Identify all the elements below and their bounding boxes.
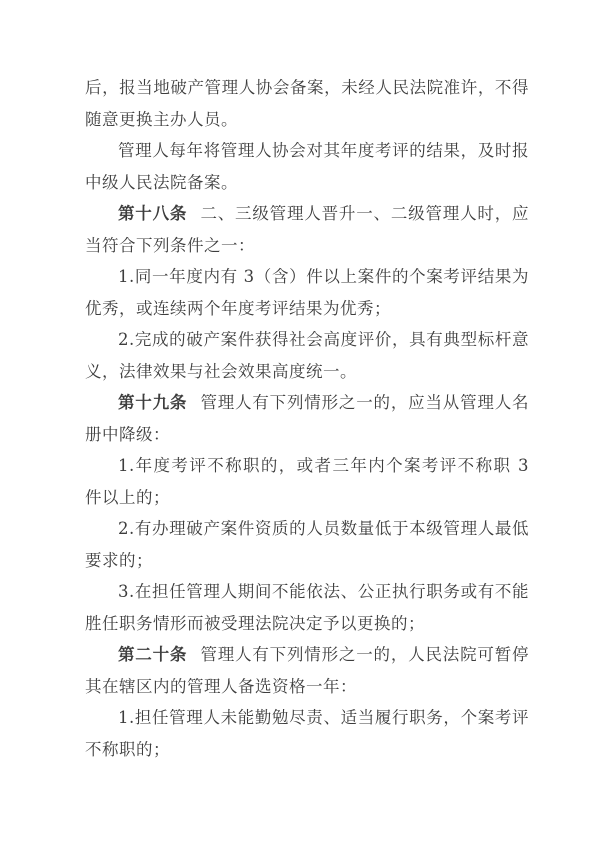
- document-body: [85, 72, 529, 765]
- clause-19-2: 2.有办理破产案件资质的人员数量低于本级管理人最低要求的；: [85, 519, 529, 570]
- clause-18-1: 1.同一年度内有 3（含）件以上案件的个案考评结果为优秀，或连续两个年度考评结果为优秀；: [85, 267, 529, 318]
- article-19-text: 管理人有下列情形之一的，应当从管理人名册中降级：: [85, 393, 530, 444]
- article-18-text: 二、三级管理人晋升一、二级管理人时，应当符合下列条件之一：: [85, 204, 530, 255]
- article-20-paragraph: [85, 639, 529, 702]
- article-20-text: 管理人有下列情形之一的，人民法院可暂停其在辖区内的管理人备选资格一年：: [85, 645, 530, 696]
- article-19-paragraph: [85, 387, 529, 450]
- article-18-paragraph: [85, 198, 529, 261]
- clause-19-1: 1.年度考评不称职的，或者三年内个案考评不称职 3 件以上的；: [85, 456, 529, 507]
- paragraph-continuation: 后，报当地破产管理人协会备案，未经人民法院准许，不得随意更换主办人员。: [85, 78, 529, 129]
- paragraph-annual-review: 管理人每年将管理人协会对其年度考评的结果，及时报中级人民法院备案。: [85, 141, 529, 192]
- article-19-number: 第十九条: [118, 393, 188, 412]
- clause-18-2: 2.完成的破产案件获得社会高度评价，具有典型标杆意义，法律效果与社会效果高度统一。: [85, 330, 529, 381]
- article-20-number: 第二十条: [118, 645, 188, 664]
- clause-19-3: 3.在担任管理人期间不能依法、公正执行职务或有不能胜任职务情形而被受理法院决定予以更换的；: [85, 582, 529, 633]
- article-18-number: 第十八条: [118, 204, 188, 223]
- clause-20-1: 1.担任管理人未能勤勉尽责、适当履行职务，个案考评不称职的；: [85, 708, 529, 759]
